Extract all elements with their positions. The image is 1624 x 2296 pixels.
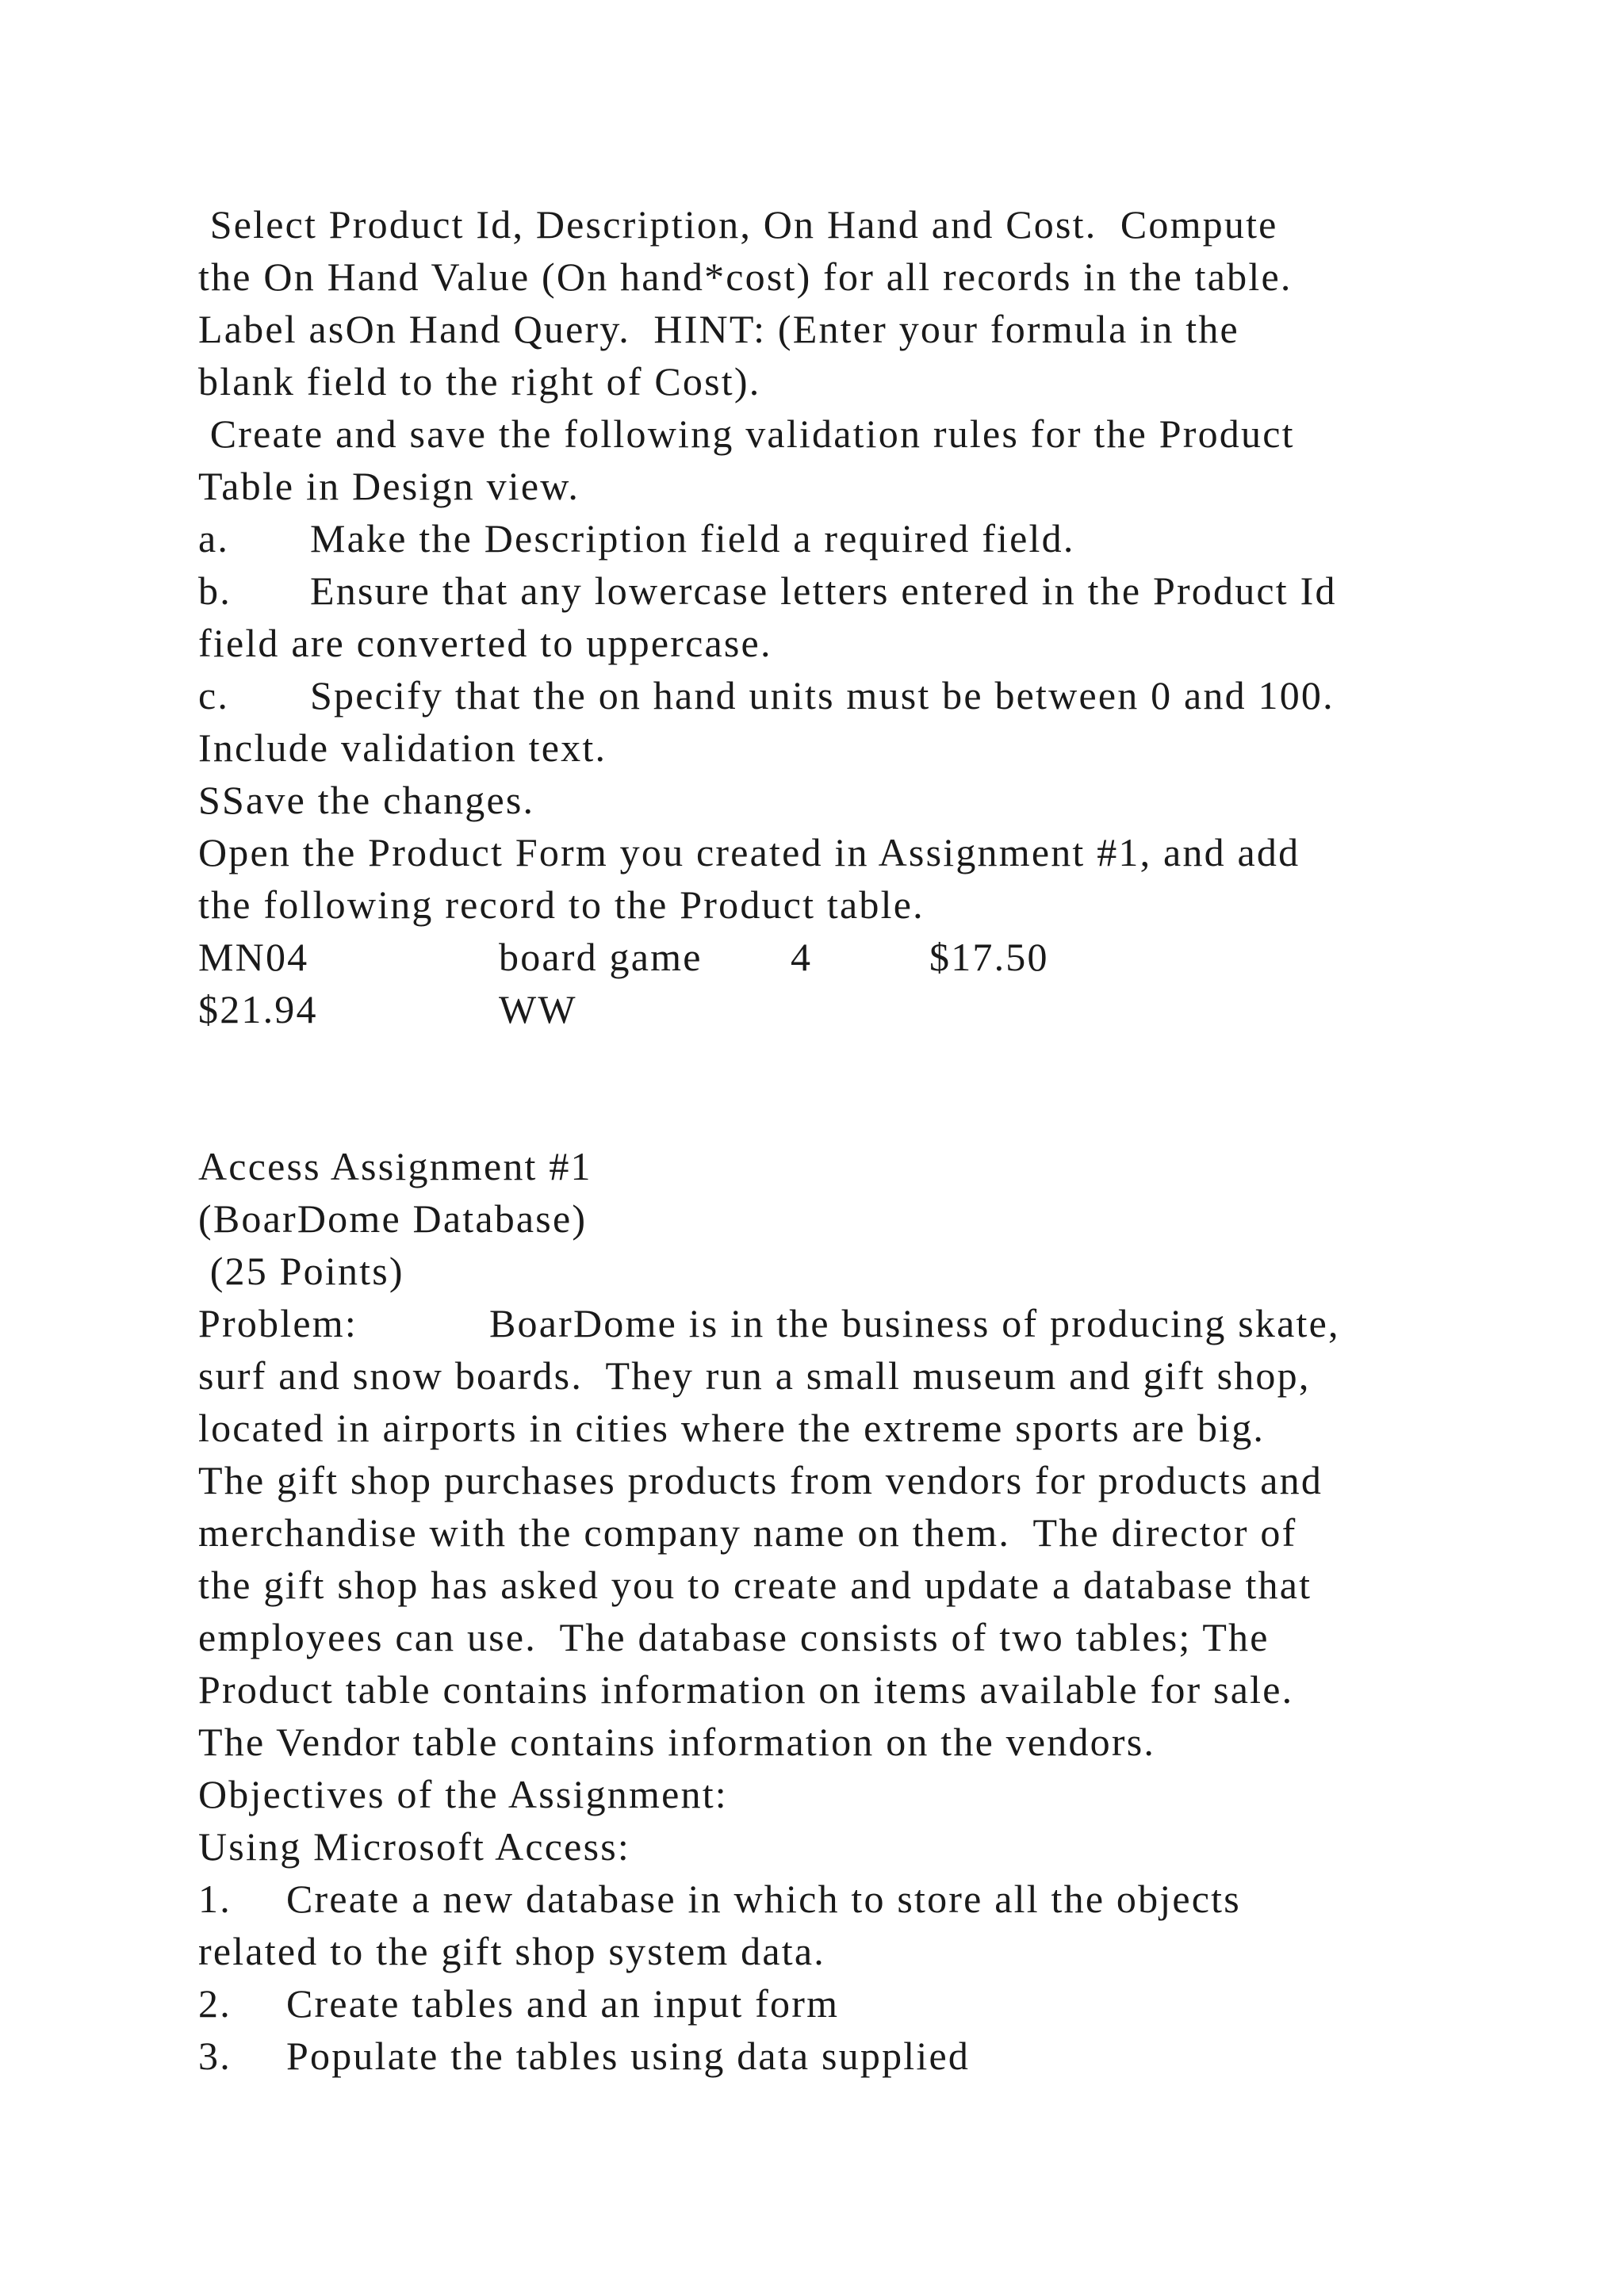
list-item-c xyxy=(198,669,1483,721)
assignment-title: Access Assignment #1 xyxy=(198,1144,592,1188)
objective-number: 2. xyxy=(198,1981,232,2026)
list-marker: a. xyxy=(198,516,230,561)
text-line: Label asOn Hand Query. HINT: (Enter your formula in the xyxy=(198,307,1239,351)
problem-line xyxy=(198,1297,1483,1349)
text-line: The Vendor table contains information on the vendors. xyxy=(198,1720,1156,1764)
using-line: Using Microsoft Access: xyxy=(198,1824,630,1869)
list-marker: b. xyxy=(198,568,232,613)
list-item-a xyxy=(198,512,1483,564)
text-line: the following record to the Product table. xyxy=(198,882,925,927)
text-line: surf and snow boards. They run a small museum and gift shop, xyxy=(198,1353,1311,1398)
document-body xyxy=(198,198,1483,2082)
text-line: The gift shop purchases products from vendors for products and xyxy=(198,1458,1323,1502)
record-price: $21.94 xyxy=(198,987,318,1031)
text-line: the gift shop has asked you to create and update a database that xyxy=(198,1563,1312,1607)
text-line: Product table contains information on items available for sale. xyxy=(198,1667,1294,1712)
list-item-text: Specify that the on hand units must be between 0 and 100. xyxy=(310,673,1335,718)
text-line: field are converted to uppercase. xyxy=(198,621,772,665)
record-vendor: WW xyxy=(499,987,577,1031)
section-gap xyxy=(198,1035,1483,1140)
objective-item-3 xyxy=(198,2030,1483,2082)
objective-text: Populate the tables using data supplied xyxy=(286,2034,971,2078)
text-line: Table in Design view. xyxy=(198,464,580,508)
objective-item-1 xyxy=(198,1873,1483,1925)
problem-label: Problem: xyxy=(198,1301,358,1345)
list-item-text: Ensure that any lowercase letters entered in the Product Id xyxy=(310,568,1337,613)
text-line: employees can use. The database consists of two tables; The xyxy=(198,1615,1270,1659)
problem-text: BoarDome is in the business of producing skate, xyxy=(489,1301,1340,1345)
assignment-points: (25 Points) xyxy=(198,1249,404,1293)
list-item-text: Make the Description field a required field. xyxy=(310,516,1075,561)
text-line: blank field to the right of Cost). xyxy=(198,359,761,404)
list-marker: c. xyxy=(198,673,230,718)
text-line: Create and save the following validation rules for the Product xyxy=(198,411,1295,456)
text-line: merchandise with the company name on them. The director of xyxy=(198,1510,1297,1555)
list-item-b xyxy=(198,564,1483,617)
text-line: located in airports in cities where the extreme sports are big. xyxy=(198,1406,1266,1450)
assignment-subtitle: (BoarDome Database) xyxy=(198,1196,588,1241)
objective-text: Create tables and an input form xyxy=(286,1981,840,2026)
text-line: Select Product Id, Description, On Hand and Cost. Compute xyxy=(198,202,1278,247)
text-line: Include validation text. xyxy=(198,725,607,770)
text-line: Open the Product Form you created in Assignment #1, and add xyxy=(198,830,1300,874)
objective-text: Create a new database in which to store all the objects xyxy=(286,1877,1241,1921)
record-on-hand: 4 xyxy=(791,935,813,979)
text-line: related to the gift shop system data. xyxy=(198,1929,825,1973)
objective-item-2 xyxy=(198,1977,1483,2030)
record-description: board game xyxy=(499,935,703,979)
objective-number: 3. xyxy=(198,2034,232,2078)
text-line: SSave the changes. xyxy=(198,778,535,822)
record-row-cont xyxy=(198,983,1483,1035)
text-line: the On Hand Value (On hand*cost) for all records in the table. xyxy=(198,254,1293,299)
objective-number: 1. xyxy=(198,1877,232,1921)
record-row xyxy=(198,931,1483,983)
record-cost: $17.50 xyxy=(929,935,1049,979)
objectives-heading: Objectives of the Assignment: xyxy=(198,1772,728,1816)
record-id: MN04 xyxy=(198,935,309,979)
